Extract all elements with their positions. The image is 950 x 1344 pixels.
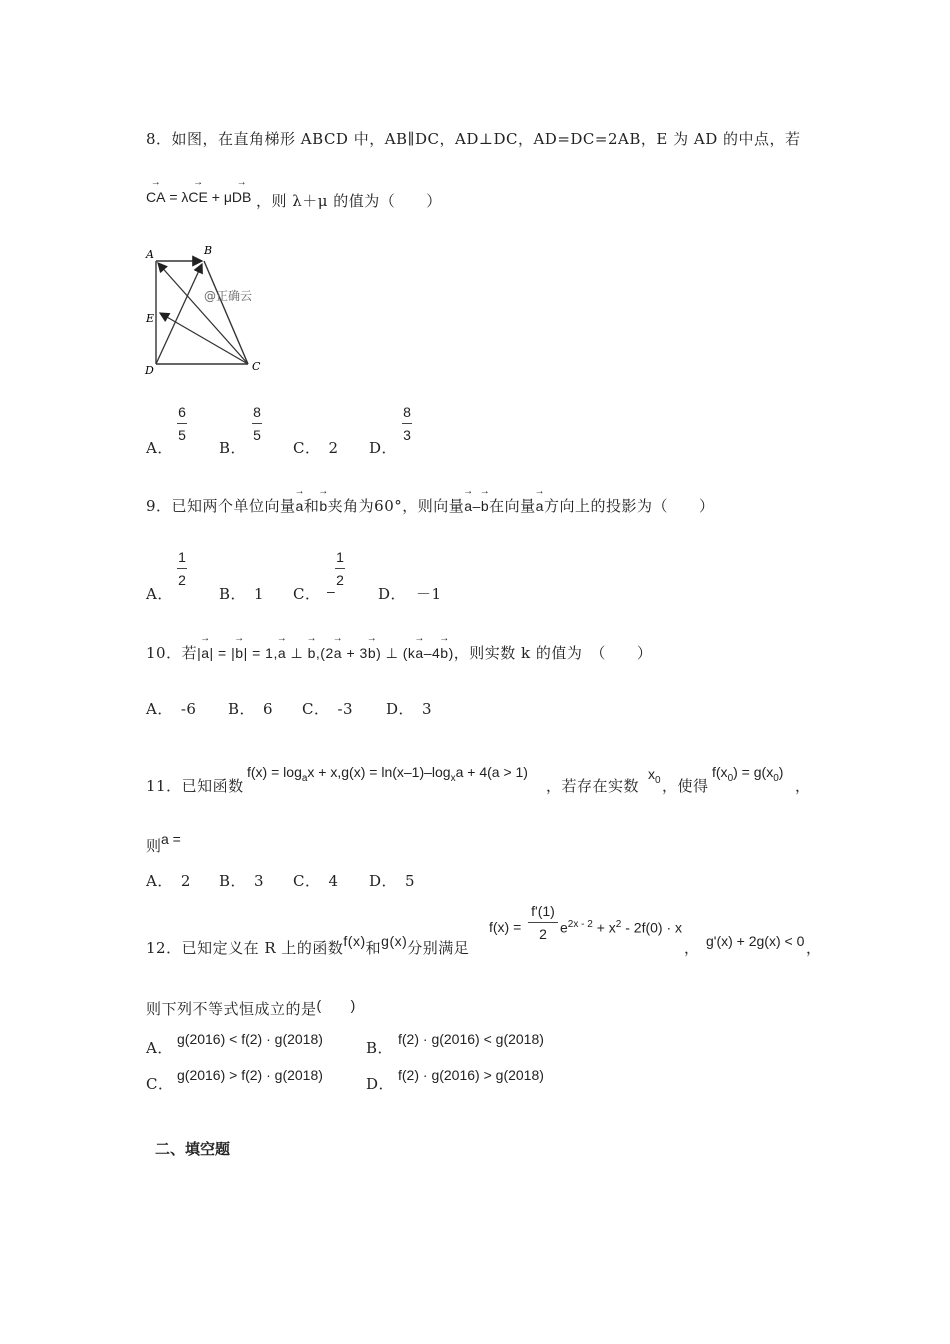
option-label: D． xyxy=(378,585,407,603)
q8-option-a-fraction xyxy=(172,404,192,443)
vector-b: → b xyxy=(235,645,243,661)
q8-option-d-label: D． xyxy=(369,439,398,457)
edge-bc xyxy=(204,261,248,364)
vector-ca: → CA xyxy=(146,189,165,205)
q9-stem xyxy=(146,495,714,516)
vector-b: → b xyxy=(308,645,316,661)
denominator: 5 xyxy=(178,427,186,443)
math-part: ) ⊥ (k xyxy=(376,645,416,661)
math-part: ) xyxy=(778,764,784,780)
math-part: + 3 xyxy=(342,645,368,661)
q9-mid2: 在向量 xyxy=(489,497,536,515)
math-part: x xyxy=(648,766,655,782)
q12-option-b-expr: f(2) · g(2016) < g(2018) xyxy=(398,1031,544,1047)
trapezoid-figure xyxy=(140,240,270,380)
q11-equation xyxy=(712,764,783,784)
q9-prefix: 9．已知两个单位向量 xyxy=(146,497,296,515)
q10-option-c: C． -3 xyxy=(302,700,354,718)
vector-ce: → CE xyxy=(188,189,207,205)
q11-option-a: A． 2 xyxy=(146,872,191,890)
q12-option-d-label: D． xyxy=(366,1075,395,1093)
q12-comma-a: ， xyxy=(684,939,700,957)
vector-a: → a xyxy=(415,645,423,661)
q11-mid2: ，使得 xyxy=(662,777,709,795)
q12-f-lhs: f(x) = xyxy=(489,919,522,935)
math-part: f(x xyxy=(712,764,728,780)
q10-option-b: B． 6 xyxy=(228,700,274,718)
vector-ce-line xyxy=(160,313,248,364)
q12-option-c-expr: g(2016) > f(2) · g(2018) xyxy=(177,1067,323,1083)
label-a: A xyxy=(146,248,154,261)
q8-stem: 8．如图，在直角梯形 ABCD 中，AB∥DC，AD⊥DC，AD=DC=2AB，E 为 AD 的中点，若 xyxy=(146,130,801,148)
denominator: 5 xyxy=(253,427,261,443)
q8-option-b-fraction xyxy=(247,404,267,443)
q9-option-d xyxy=(378,583,442,604)
vector-b: → b xyxy=(481,498,489,514)
q12-option-b-label: B． xyxy=(366,1039,394,1057)
q8-option-c xyxy=(293,437,339,458)
q12-option-a-label: A． xyxy=(146,1039,173,1057)
q12-prefix: 12．已知定义在 R 上的函数 xyxy=(146,939,344,957)
numerator: f'(1) xyxy=(531,903,555,919)
superscript: 2x - 2 xyxy=(567,919,593,930)
numerator: 8 xyxy=(253,404,261,420)
f-of-x: f(x) xyxy=(343,933,366,949)
q12-comma-b: ， xyxy=(806,939,822,957)
q12-option-a-expr: g(2016) < f(2) · g(2018) xyxy=(177,1031,323,1047)
q8-option-d-fraction xyxy=(397,404,417,443)
q8-equation-tail: ，则 λ＋μ 的值为（ ） xyxy=(256,192,442,210)
q11-prefix: 11．已知函数 xyxy=(146,777,244,795)
q11-mid: ，若存在实数 xyxy=(546,777,640,795)
q11-line2-math: a = xyxy=(161,831,181,847)
q11-option-c: C． 4 xyxy=(293,872,339,890)
q12-fraction xyxy=(526,903,560,942)
math-part: ,(2 xyxy=(315,645,334,661)
q12-mid: 分别满足 xyxy=(407,939,470,957)
label-c: C xyxy=(252,360,261,373)
denominator: 3 xyxy=(403,427,411,443)
vector-b: → b xyxy=(440,645,448,661)
label-b: B xyxy=(204,244,213,257)
subscript: 0 xyxy=(773,772,779,784)
q10-option-a: A． -6 xyxy=(146,700,197,718)
subscript: a xyxy=(301,772,308,784)
q10-stem xyxy=(146,642,652,663)
q9-tail: 方向上的投影为（ ） xyxy=(543,497,715,515)
subscript: 0 xyxy=(727,772,734,784)
q10-math xyxy=(197,645,454,661)
vector-a: → a xyxy=(296,498,304,514)
math-part: + x xyxy=(592,919,616,936)
q9-and: 和 xyxy=(303,497,320,515)
option-value: 1 xyxy=(254,585,265,603)
vector-db: → DB xyxy=(232,189,251,205)
math-part: | = 1, xyxy=(243,645,278,661)
denominator: 2 xyxy=(336,572,344,588)
q8-eq-part: = λ xyxy=(165,189,189,205)
q10-option-d: D． 3 xyxy=(386,700,433,718)
vector-b: → b xyxy=(319,498,327,514)
q12-condition: g'(x) + 2g(x) < 0 xyxy=(706,933,805,949)
math-part: ) xyxy=(448,645,454,661)
q11-option-b: B． 3 xyxy=(219,872,265,890)
option-value: 2 xyxy=(328,439,339,457)
q9-option-c-fraction xyxy=(330,549,350,588)
vector-a: → a xyxy=(201,645,209,661)
vector-ca-line xyxy=(158,263,248,364)
q12-option-c-label: C． xyxy=(146,1075,174,1093)
math-part: ) = g(x xyxy=(733,764,774,780)
q9-minus: – xyxy=(472,498,481,514)
label-e: E xyxy=(146,312,155,325)
q11-line2-prefix: 则 xyxy=(146,837,162,855)
q9-mid: 夹角为60°，则向量 xyxy=(327,497,465,515)
superscript: 2 xyxy=(615,919,622,930)
vector-a: → a xyxy=(334,645,342,661)
q8-option-a-label: A． xyxy=(146,439,173,457)
denominator: 2 xyxy=(178,572,186,588)
numerator: 1 xyxy=(336,549,344,565)
q8-eq-part: + μ xyxy=(207,189,232,205)
numerator: 8 xyxy=(403,404,411,420)
numerator: 1 xyxy=(178,549,186,565)
q11-comma: ， xyxy=(795,777,811,795)
math-part: e xyxy=(560,919,568,936)
watermark: @正确云 xyxy=(204,289,253,303)
math-part: f(x) = log xyxy=(247,764,302,780)
q12-f-rhs xyxy=(560,919,682,936)
vector-a: → a xyxy=(278,645,286,661)
q11-option-d: D． 5 xyxy=(369,872,416,890)
subscript: 0 xyxy=(655,774,661,786)
q9-option-a-fraction xyxy=(172,549,192,588)
math-part: a + 4(a > 1) xyxy=(455,764,528,780)
math-part: | = | xyxy=(209,645,236,661)
q9-option-c-sign: – xyxy=(327,583,335,599)
q12-option-d-expr: f(2) · g(2016) > g(2018) xyxy=(398,1067,544,1083)
vector-a: → a xyxy=(536,498,544,514)
label-d: D xyxy=(145,364,154,377)
g-of-x: g(x) xyxy=(381,933,408,949)
option-value: －1 xyxy=(416,585,442,603)
option-label: B． xyxy=(219,585,247,603)
vector-b: → b xyxy=(368,645,376,661)
math-part: x + x,g(x) = ln(x–1)–log xyxy=(307,764,451,780)
q12-line2-text: 则下列不等式恒成立的是 xyxy=(146,1000,317,1018)
q11-x0 xyxy=(648,766,661,786)
q8-equation xyxy=(146,189,251,205)
q9-option-a-label: A． xyxy=(146,585,173,603)
q10-prefix: 10．若 xyxy=(146,644,198,662)
q12-and: 和 xyxy=(365,939,382,957)
math-part: - 2f(0) · x xyxy=(621,919,683,936)
q12-line2 xyxy=(146,998,356,1019)
option-label: C． xyxy=(293,439,321,457)
numerator: 6 xyxy=(178,404,186,420)
q9-option-c-label: C． xyxy=(293,585,321,603)
q10-tail: ，则实数 k 的值为 （ ） xyxy=(453,644,653,662)
section-title: 二、填空题 xyxy=(155,1140,231,1158)
q9-option-b xyxy=(219,583,264,604)
math-part: –4 xyxy=(423,645,441,661)
q8-option-b-label: B． xyxy=(219,439,247,457)
math-part: | xyxy=(197,645,202,661)
q11-formula xyxy=(247,764,528,784)
denominator: 2 xyxy=(539,926,547,942)
vector-a: → a xyxy=(464,498,472,514)
answer-paren: ( ) xyxy=(316,997,356,1013)
q12-stem xyxy=(146,933,470,958)
subscript: x xyxy=(450,772,456,784)
math-part: ⊥ xyxy=(286,645,308,661)
